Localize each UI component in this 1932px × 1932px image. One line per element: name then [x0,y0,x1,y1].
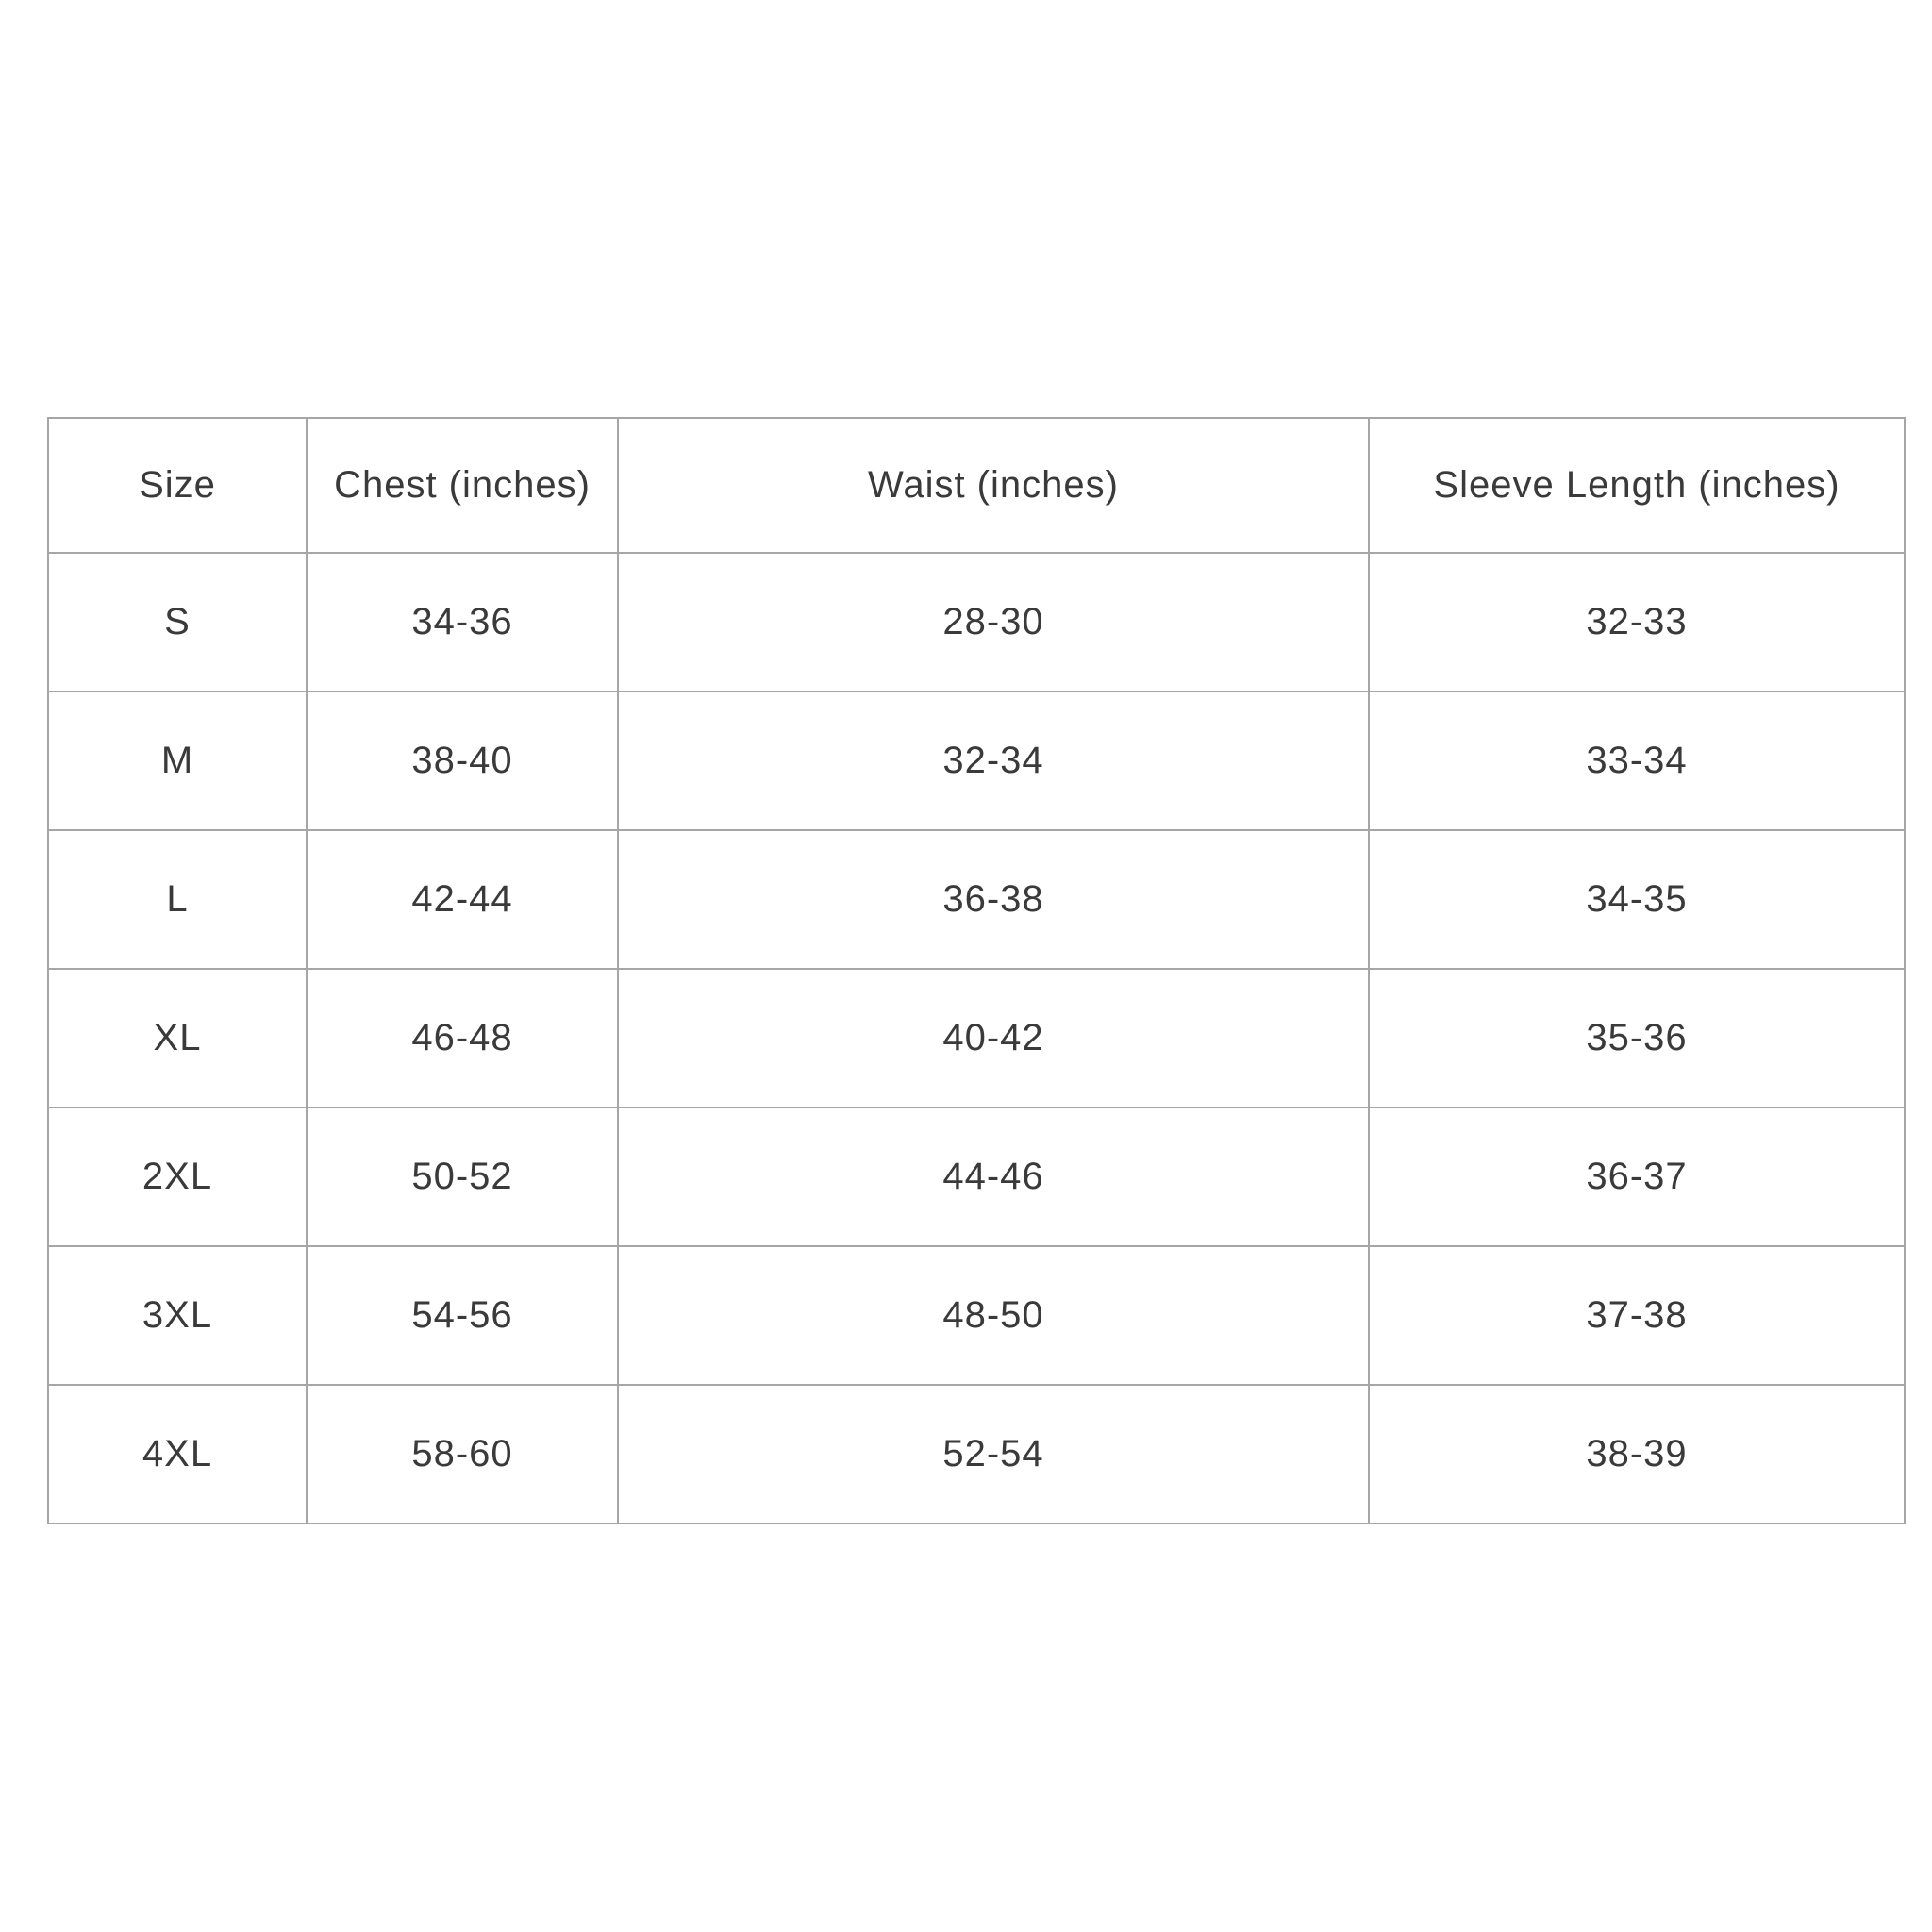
cell-chest: 46-48 [307,969,618,1108]
size-chart-table [47,417,1906,1524]
column-header-size: Size [48,418,307,553]
cell-size: 4XL [48,1385,307,1524]
cell-size: M [48,691,307,830]
cell-chest: 50-52 [307,1108,618,1246]
table-header-row [48,418,1905,553]
table-row [48,553,1905,691]
cell-size: 3XL [48,1246,307,1385]
column-header-chest: Chest (inches) [307,418,618,553]
cell-sleeve: 33-34 [1369,691,1905,830]
cell-chest: 54-56 [307,1246,618,1385]
cell-sleeve: 38-39 [1369,1385,1905,1524]
cell-sleeve: 35-36 [1369,969,1905,1108]
cell-sleeve: 37-38 [1369,1246,1905,1385]
cell-chest: 58-60 [307,1385,618,1524]
cell-size: 2XL [48,1108,307,1246]
cell-waist: 52-54 [618,1385,1369,1524]
cell-waist: 32-34 [618,691,1369,830]
cell-chest: 38-40 [307,691,618,830]
cell-size: XL [48,969,307,1108]
column-header-sleeve: Sleeve Length (inches) [1369,418,1905,553]
cell-sleeve: 36-37 [1369,1108,1905,1246]
cell-waist: 36-38 [618,830,1369,969]
table-row [48,1385,1905,1524]
table-row [48,1108,1905,1246]
cell-chest: 42-44 [307,830,618,969]
column-header-waist: Waist (inches) [618,418,1369,553]
table-row [48,830,1905,969]
cell-sleeve: 32-33 [1369,553,1905,691]
cell-size: L [48,830,307,969]
table-row [48,691,1905,830]
cell-waist: 44-46 [618,1108,1369,1246]
cell-waist: 28-30 [618,553,1369,691]
cell-size: S [48,553,307,691]
cell-chest: 34-36 [307,553,618,691]
cell-sleeve: 34-35 [1369,830,1905,969]
cell-waist: 48-50 [618,1246,1369,1385]
cell-waist: 40-42 [618,969,1369,1108]
table-row [48,1246,1905,1385]
table-row [48,969,1905,1108]
